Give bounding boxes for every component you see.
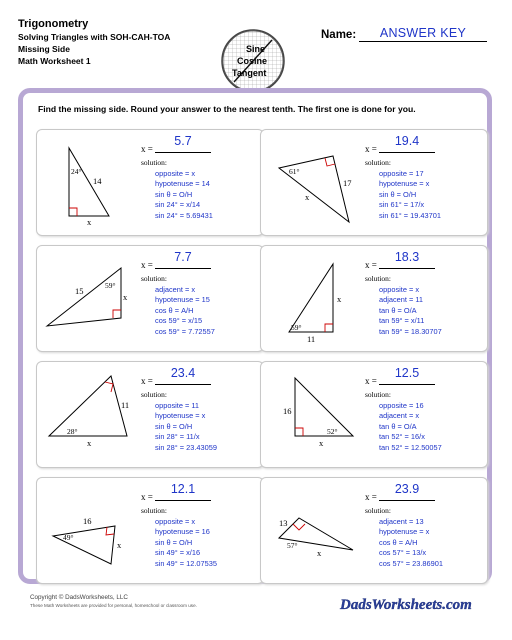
solution-step: adjacent = x [155, 284, 196, 294]
solution-label: solution: [141, 158, 167, 167]
solution-label: solution: [365, 506, 391, 515]
answer-field [141, 136, 261, 154]
solution-label: solution: [365, 274, 391, 283]
angle-label: 28° [67, 427, 78, 436]
unknown-side-label: x [117, 540, 122, 550]
x-equals: x = [365, 376, 377, 386]
unknown-side-label: x [87, 217, 92, 227]
x-equals: x = [141, 492, 153, 502]
solution-step: opposite = x [155, 168, 196, 178]
unknown-side-label: x [123, 292, 128, 302]
solution-steps [141, 158, 213, 222]
solution-step: sin 28° = 11/x [155, 432, 200, 442]
unknown-side-label: x [337, 294, 342, 304]
worksheet-title: Trigonometry [18, 18, 89, 30]
name-label: Name: [321, 29, 357, 41]
unknown-side-label: x [305, 192, 310, 202]
side-label: 16 [283, 406, 292, 416]
triangle-diagram [261, 478, 371, 585]
side-label: 15 [75, 286, 84, 296]
angle-label: 57° [287, 541, 298, 550]
solution-step: adjacent = x [379, 411, 420, 421]
solution-steps [141, 506, 217, 570]
x-equals: x = [365, 492, 377, 502]
instructions: Find the missing side. Round your answer to the nearest tenth. The first one is done for you. [38, 104, 416, 114]
solution-steps [141, 274, 215, 338]
solution-step: sin θ = O/H [155, 537, 193, 547]
solution-step: opposite = x [379, 284, 420, 294]
x-equals: x = [141, 376, 153, 386]
solution-step: hypotenuse = x [155, 411, 206, 421]
name-field [321, 26, 491, 46]
solution-step: opposite = x [155, 516, 196, 526]
side-label: 11 [307, 334, 316, 344]
triangle-diagram [261, 130, 371, 237]
x-equals: x = [141, 144, 153, 154]
solution-step: adjacent = 11 [379, 295, 424, 305]
solution-step: opposite = 11 [155, 400, 200, 410]
unknown-side-label: x [87, 438, 92, 448]
answer-value: 19.4 [394, 134, 420, 148]
answer-value: 7.7 [174, 250, 192, 264]
answer-value: 12.5 [394, 366, 420, 380]
problem-card [260, 245, 488, 352]
side-label: 16 [83, 516, 92, 526]
side-label: 14 [93, 176, 102, 186]
solution-steps [365, 390, 442, 454]
solution-step: hypotenuse = 15 [155, 295, 210, 305]
worksheet-number: Math Worksheet 1 [18, 56, 91, 66]
solution-step: cos 57° = 13/x [379, 548, 427, 558]
solution-label: solution: [141, 506, 167, 515]
answer-field [141, 252, 261, 270]
solution-step: opposite = 16 [379, 400, 424, 410]
answer-value: 18.3 [394, 250, 420, 264]
angle-label: 49° [63, 533, 74, 542]
dadsworksheets-logo [338, 592, 478, 614]
logo-cosine: Cosine [237, 56, 268, 66]
unknown-side-label: x [319, 438, 324, 448]
triangle-diagram [37, 362, 147, 469]
x-equals: x = [141, 260, 153, 270]
solution-step: tan 59° = 18.30707 [379, 326, 442, 336]
copyright: Copyright © DadsWorksheets, LLC [30, 594, 128, 601]
solution-step: sin θ = O/H [155, 421, 193, 431]
answer-value: 23.9 [394, 482, 420, 496]
answer-field [141, 484, 261, 502]
angle-label: 24° [71, 167, 82, 176]
solution-steps [141, 390, 217, 454]
solution-step: tan 52° = 12.50057 [379, 442, 442, 452]
logo-tangent: Tangent [232, 68, 267, 78]
solution-step: sin 24° = 5.69431 [155, 210, 213, 220]
worksheet-topic: Missing Side [18, 44, 70, 54]
unknown-side-label: x [317, 548, 322, 558]
name-value: ANSWER KEY [359, 26, 487, 42]
solution-steps [365, 158, 441, 222]
answer-field [141, 368, 261, 386]
triangle-diagram [37, 246, 147, 353]
solution-step: cos 59° = 7.72557 [155, 326, 215, 336]
x-equals: x = [365, 144, 377, 154]
side-label: 13 [279, 518, 288, 528]
angle-label: 59° [105, 281, 116, 290]
logo-sine: Sine [246, 44, 266, 54]
solution-label: solution: [365, 390, 391, 399]
solution-step: sin 49° = 12.07535 [155, 558, 217, 568]
x-equals: x = [365, 260, 377, 270]
solution-step: sin 61° = 17/x [379, 200, 425, 210]
problem-card [36, 477, 264, 584]
solution-step: hypotenuse = x [379, 179, 430, 189]
solution-step: sin θ = O/H [379, 189, 417, 199]
answer-value: 12.1 [170, 482, 196, 496]
triangle-diagram [261, 246, 371, 353]
triangle-diagram [37, 130, 147, 237]
side-label: 17 [343, 178, 352, 188]
solution-step: tan θ = O/A [379, 421, 417, 431]
answer-field [365, 252, 485, 270]
solution-label: solution: [141, 390, 167, 399]
triangle-diagram [261, 362, 371, 469]
solution-step: hypotenuse = 14 [155, 179, 210, 189]
solution-step: cos θ = A/H [379, 537, 418, 547]
solution-step: sin 24° = x/14 [155, 200, 201, 210]
solution-step: hypotenuse = 16 [155, 527, 210, 537]
answer-field [365, 368, 485, 386]
solution-label: solution: [365, 158, 391, 167]
answer-field [365, 484, 485, 502]
solution-step: opposite = 17 [379, 168, 424, 178]
angle-label: 61° [289, 167, 300, 176]
solution-step: tan θ = O/A [379, 305, 417, 315]
solution-steps [365, 506, 443, 570]
answer-value: 23.4 [170, 366, 196, 380]
solution-step: tan 59° = x/11 [379, 316, 425, 326]
angle-label: 52° [327, 427, 338, 436]
sine-cosine-tangent-logo [220, 28, 286, 94]
problem-card [260, 129, 488, 236]
solution-step: sin 49° = x/16 [155, 548, 201, 558]
solution-step: cos 57° = 23.86901 [379, 558, 443, 568]
usage-note: These Math Worksheets are provided for personal, homeschool or classroom use. [30, 603, 197, 608]
problem-card [260, 477, 488, 584]
worksheet-subtitle: Solving Triangles with SOH-CAH-TOA [18, 32, 171, 42]
answer-field [365, 136, 485, 154]
angle-label: 59° [291, 323, 302, 332]
solution-steps [365, 274, 442, 338]
brand-text: DadsWorksheets.com [340, 597, 472, 613]
worksheet-header [18, 18, 170, 67]
answer-value: 5.7 [174, 134, 192, 148]
solution-step: hypotenuse = x [379, 527, 430, 537]
triangle-diagram [37, 478, 147, 585]
solution-label: solution: [141, 274, 167, 283]
footer [30, 594, 290, 608]
solution-step: sin 61° = 19.43701 [379, 210, 441, 220]
solution-step: tan 52° = 16/x [379, 432, 425, 442]
problem-card [36, 245, 264, 352]
solution-step: sin θ = O/H [155, 189, 193, 199]
side-label: 11 [121, 400, 130, 410]
solution-step: adjacent = 13 [379, 516, 424, 526]
solution-step: cos θ = A/H [155, 305, 194, 315]
problem-card [36, 129, 264, 236]
problem-card [36, 361, 264, 468]
problem-card [260, 361, 488, 468]
solution-step: sin 28° = 23.43059 [155, 442, 217, 452]
solution-step: cos 59° = x/15 [155, 316, 203, 326]
